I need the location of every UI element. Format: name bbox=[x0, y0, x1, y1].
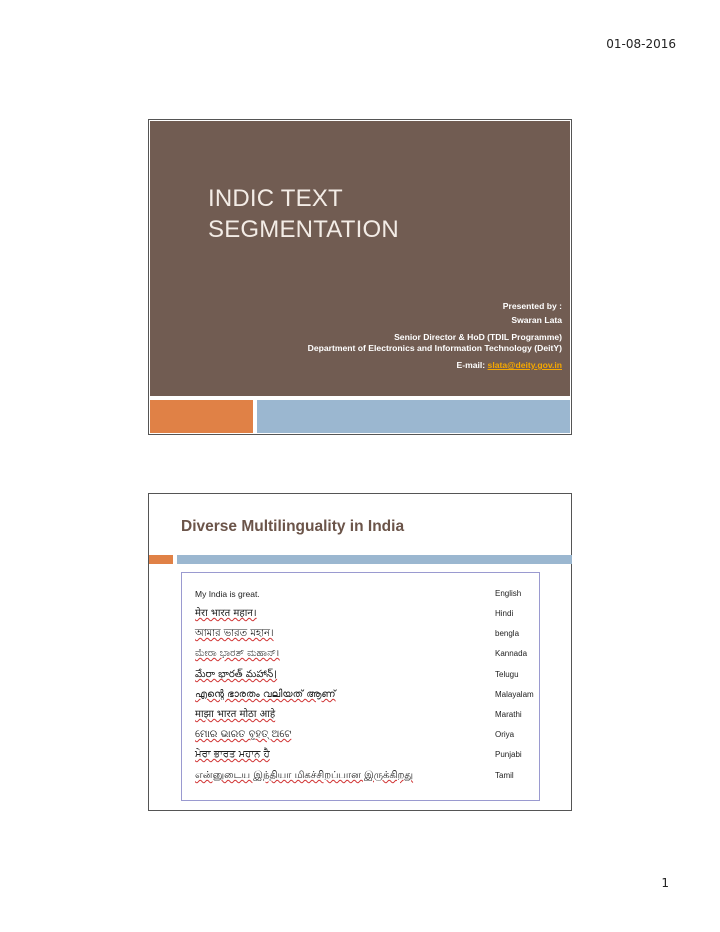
language-sentence: माझा भारत मोठा आहे bbox=[195, 709, 276, 720]
language-name: Punjabi bbox=[495, 750, 522, 759]
presenter-name: Swaran Lata bbox=[511, 315, 562, 325]
title-slide bbox=[148, 119, 572, 435]
orange-accent-bar bbox=[150, 400, 253, 433]
language-name: Oriya bbox=[495, 730, 515, 739]
language-sentence: என்னுடைய இந்தியா மிகச்சிறப்பான இருக்கிறது bbox=[195, 770, 414, 781]
language-table bbox=[181, 572, 540, 801]
language-name: English bbox=[495, 589, 522, 598]
language-name: Malayalam bbox=[495, 690, 534, 699]
language-row bbox=[182, 584, 539, 604]
language-sentence: My India is great. bbox=[195, 589, 260, 599]
language-name: Tamil bbox=[495, 771, 514, 780]
language-name: Telugu bbox=[495, 670, 519, 679]
slide2-title: Diverse Multilinguality in India bbox=[181, 518, 405, 535]
presented-by-label: Presented by : bbox=[502, 301, 562, 311]
language-sentence: ਮੇਰਾ ਭਾਰਤ ਮਹਾਨ ਹੈ bbox=[195, 749, 270, 760]
language-row bbox=[182, 705, 539, 725]
presenter-credits bbox=[308, 301, 562, 371]
language-sentence: എന്റെ ഭാരതം വലിയത് ആണ് bbox=[195, 689, 336, 700]
email-link[interactable]: slata@deity.gov.in bbox=[487, 360, 562, 370]
multilinguality-slide bbox=[148, 493, 572, 811]
presenter-role: Senior Director & HoD (TDIL Programme) bbox=[394, 332, 562, 342]
language-row bbox=[182, 766, 539, 786]
language-row bbox=[182, 665, 539, 685]
language-sentence: मेरा भारत महान। bbox=[195, 608, 257, 619]
presenter-department: Department of Electronics and Information Technology (DeitY) bbox=[307, 343, 562, 353]
language-name: bengla bbox=[495, 629, 520, 638]
language-row bbox=[182, 604, 539, 624]
slide-title-line2: SEGMENTATION bbox=[208, 216, 399, 243]
email-label: E-mail: bbox=[456, 360, 488, 370]
language-row bbox=[182, 725, 539, 745]
language-name: Kannada bbox=[495, 649, 528, 658]
title-slide-panel bbox=[150, 121, 570, 396]
language-row bbox=[182, 624, 539, 644]
language-row bbox=[182, 745, 539, 765]
slide-title-line1: INDIC TEXT bbox=[208, 185, 343, 212]
language-row bbox=[182, 685, 539, 705]
slide2-blue-bar bbox=[177, 555, 572, 564]
language-sentence: మేరా భారత్ మహాన్। bbox=[195, 669, 278, 680]
slide2-orange-bar bbox=[149, 555, 173, 564]
language-sentence: আমার ভারত মহান। bbox=[195, 628, 274, 639]
slide-title bbox=[208, 183, 508, 245]
language-name: Marathi bbox=[495, 710, 522, 719]
email-line bbox=[308, 360, 562, 371]
page-date: 01-08-2016 bbox=[606, 37, 676, 51]
language-sentence: ମୋର ଭାରତ ବୃହତ୍ ଅଟେ bbox=[195, 729, 292, 740]
language-row bbox=[182, 644, 539, 664]
page-number: 1 bbox=[661, 876, 669, 890]
blue-accent-bar bbox=[257, 400, 570, 433]
language-name: Hindi bbox=[495, 609, 514, 618]
language-sentence: ಮೇರಾ ಭಾರತ್ ಮಹಾನ್। bbox=[195, 648, 280, 659]
